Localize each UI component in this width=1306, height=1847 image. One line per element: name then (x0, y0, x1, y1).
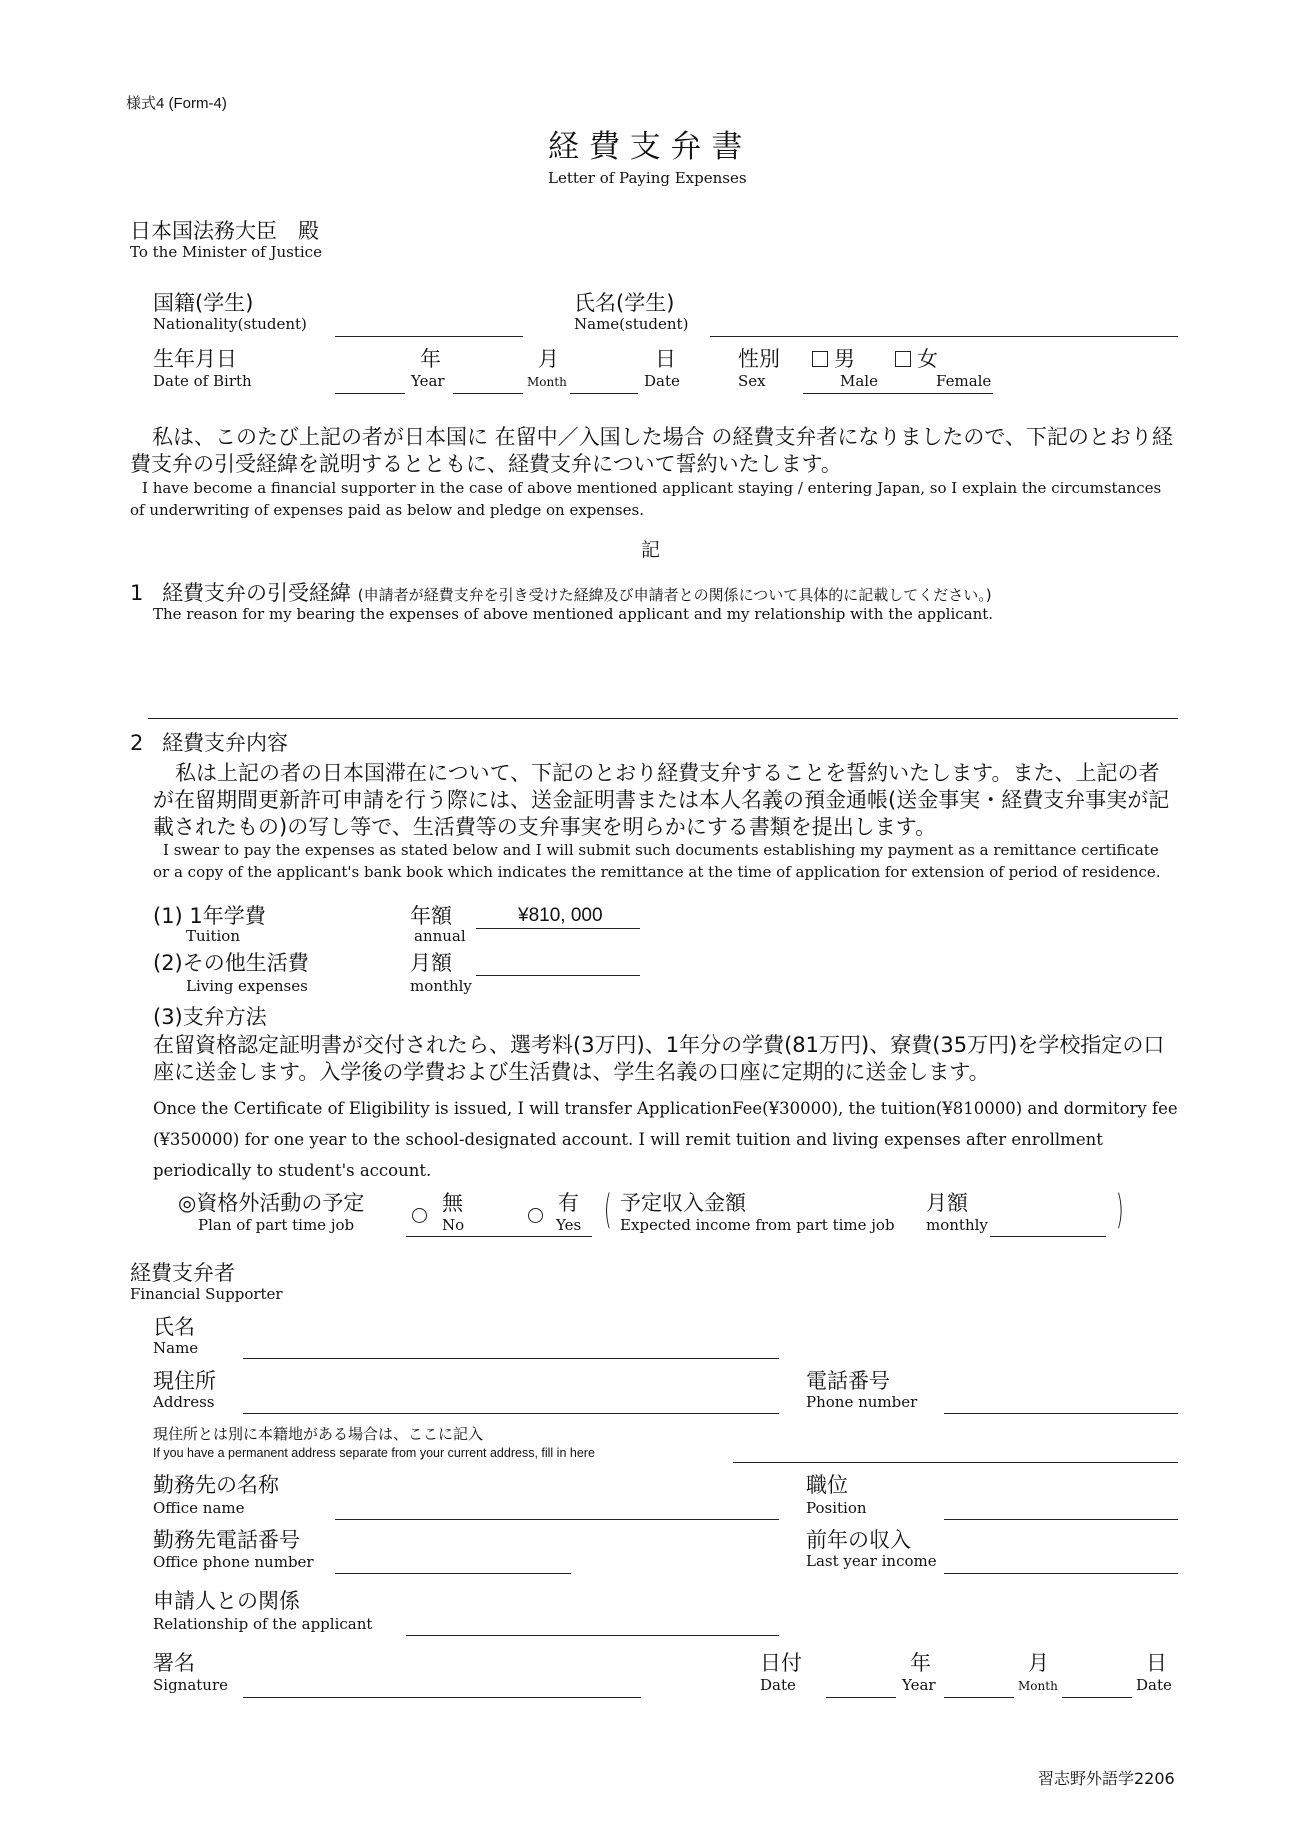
section2-body-en: I swear to pay the expenses as stated below and I will submit such documents establishing my payment as a remittance certificate or a copy of the applicant's bank book which indicates the remittance at the time of application for extension of period of residence. (153, 841, 1161, 881)
dob-month-label-en: Month (527, 375, 567, 389)
sign-day-field[interactable] (1062, 1697, 1132, 1698)
checkbox-icon[interactable] (812, 351, 828, 367)
living-label: (2)その他生活費 (153, 951, 309, 975)
nationality-label-en: Nationality(student) (153, 315, 307, 333)
signature-label: 署名 (153, 1651, 195, 1675)
expected-income-label-en: Expected income from part time job (620, 1216, 895, 1234)
female-option[interactable] (895, 348, 938, 371)
annual-label-en: annual (414, 927, 466, 945)
section1-field[interactable] (148, 718, 1178, 719)
male-option[interactable] (812, 348, 855, 371)
office-name-label-en: Office name (153, 1499, 245, 1517)
ki-label: 記 (641, 539, 661, 561)
addressee: 日本国法務大臣 殿 (130, 219, 319, 243)
footer-code: 習志野外語学2206 (1038, 1769, 1175, 1788)
section2-title: 経費支弁内容 (162, 731, 289, 755)
dob-day-field[interactable] (570, 393, 638, 394)
dob-label: 生年月日 (153, 347, 237, 371)
male-label: 男 (834, 347, 855, 371)
right-bracket: ) (1115, 1187, 1124, 1233)
no-label-en: No (442, 1216, 465, 1234)
tuition-amount[interactable]: ¥810, 000 (518, 905, 603, 926)
left-bracket: ( (603, 1187, 612, 1233)
parttime-label-en: Plan of part time job (198, 1216, 355, 1234)
position-label-en: Position (806, 1499, 867, 1517)
section1-heading (130, 582, 992, 605)
section1-note: (申請者が経費支弁を引き受けた経緯及び申請者との関係について具体的に記載してください。) (357, 586, 992, 604)
permanent-address-field[interactable] (733, 1462, 1178, 1463)
dob-year-label: 年 (420, 347, 441, 371)
sex-underline (803, 393, 993, 394)
office-phone-label-en: Office phone number (153, 1553, 314, 1571)
dob-year-field[interactable] (335, 393, 405, 394)
address-field[interactable] (243, 1413, 779, 1414)
method-body-en: Once the Certificate of Eligibility is issued, I will transfer ApplicationFee(¥30000), the tuition(¥810000) and dormitory fee (¥350000) for one year to the school-designated account. I will remit tuition and living expenses after enrollment periodically to student's account. (153, 1099, 1178, 1180)
living-expenses-field[interactable] (476, 975, 640, 976)
section2-heading (130, 732, 288, 755)
method-label: (3)支弁方法 (153, 1005, 267, 1029)
position-field[interactable] (944, 1519, 1178, 1520)
office-name-field[interactable] (335, 1519, 779, 1520)
section1-title-en: The reason for my bearing the expenses of above mentioned applicant and my relationship with the applicant. (153, 605, 994, 623)
tuition-field-line (476, 928, 640, 929)
section1-number: 1 (130, 581, 144, 605)
nationality-field[interactable] (335, 336, 523, 337)
sign-month-label: 月 (1028, 1651, 1049, 1675)
sex-label-en: Sex (738, 372, 766, 390)
signature-label-en: Signature (153, 1676, 229, 1694)
sign-year-label: 年 (910, 1651, 931, 1675)
dob-day-label: 日 (655, 347, 676, 371)
supporter-name-label-en: Name (153, 1339, 199, 1357)
office-name-label: 勤務先の名称 (153, 1473, 279, 1497)
income-label-en: Last year income (806, 1552, 937, 1570)
office-phone-field[interactable] (335, 1573, 571, 1574)
phone-label: 電話番号 (806, 1369, 890, 1393)
supporter-heading: 経費支弁者 (130, 1261, 235, 1285)
document-title: 経 費 支 弁 書 (548, 129, 743, 165)
parttime-label: ◎資格外活動の予定 (178, 1191, 365, 1215)
supporter-heading-en: Financial Supporter (130, 1285, 283, 1303)
income-label: 前年の収入 (806, 1528, 911, 1552)
document-title-en: Letter of Paying Expenses (548, 169, 747, 187)
male-label-en: Male (840, 372, 878, 390)
date-label: 日付 (760, 1651, 802, 1675)
intro-text: 私は、このたび上記の者が日本国に 在留中／入国した場合 の経費支弁者になりましたので、下記のとおり経費支弁の引受経緯を説明するとともに、経費支弁について誓約いたします。 (130, 425, 1173, 476)
addressee-en: To the Minister of Justice (130, 243, 322, 261)
relationship-label-en: Relationship of the applicant (153, 1615, 373, 1633)
section1-title: 経費支弁の引受経緯 (162, 581, 352, 605)
sign-year-field[interactable] (826, 1697, 896, 1698)
dob-year-label-en: Year (411, 372, 445, 390)
expected-monthly-label-en: monthly (926, 1216, 988, 1234)
sex-label: 性別 (738, 347, 780, 371)
nationality-label: 国籍(学生) (153, 291, 254, 315)
sign-day-label-en: Date (1136, 1676, 1172, 1694)
expected-income-label: 予定収入金額 (620, 1191, 746, 1215)
method-body: 在留資格認定証明書が交付されたら、選考料(3万円)、1年分の学費(81万円)、寮費(35万円)を学校指定の口座に送金します。入学後の学費および生活費は、学生名義の口座に定期的に送金します。 (153, 1033, 1165, 1084)
permanent-address-label: 現住所とは別に本籍地がある場合は、ここに記入 (153, 1425, 484, 1443)
tuition-label: (1) 1年学費 (153, 904, 266, 928)
permanent-address-label-en: If you have a permanent address separate from your current address, fill in here (153, 1446, 595, 1460)
monthly-label-en: monthly (410, 977, 472, 995)
student-name-label-en: Name(student) (574, 315, 689, 333)
dob-month-field[interactable] (453, 393, 523, 394)
income-field[interactable] (944, 1573, 1178, 1574)
female-label: 女 (917, 347, 938, 371)
date-label-en: Date (760, 1676, 796, 1694)
student-name-label: 氏名(学生) (574, 291, 675, 315)
expected-income-field[interactable] (990, 1236, 1106, 1237)
signature-field[interactable] (243, 1697, 641, 1698)
position-label: 職位 (806, 1473, 848, 1497)
dob-day-label-en: Date (644, 372, 680, 390)
yes-label-en: Yes (556, 1216, 582, 1234)
supporter-name-label: 氏名 (153, 1315, 195, 1339)
sign-month-label-en: Month (1018, 1679, 1058, 1693)
form-number: 様式4 (Form-4) (126, 95, 227, 112)
checkbox-icon[interactable] (895, 351, 911, 367)
sign-month-field[interactable] (944, 1697, 1014, 1698)
female-label-en: Female (936, 372, 992, 390)
dob-month-label: 月 (538, 347, 559, 371)
intro-text-en: I have become a financial supporter in the case of above mentioned applicant staying / entering Japan, so I explain the circumstances of underwriting of expenses paid as below and pledge on expenses. (130, 479, 1162, 519)
address-label: 現住所 (153, 1369, 216, 1393)
sign-year-label-en: Year (902, 1676, 936, 1694)
no-radio[interactable] (412, 1208, 427, 1223)
yes-radio[interactable] (528, 1208, 543, 1223)
supporter-name-field[interactable] (243, 1358, 779, 1359)
annual-label: 年額 (410, 904, 452, 928)
sign-day-label: 日 (1146, 1651, 1167, 1675)
monthly-label: 月額 (410, 951, 452, 975)
tuition-label-en: Tuition (186, 927, 240, 945)
section2-body: 私は上記の者の日本国滞在について、下記のとおり経費支弁することを誓約いたします。また、上記の者が在留期間更新許可申請を行う際には、送金証明書または本人名義の預金通帳(送金事実・経費支弁事実が記載されたもの)の写し等で、生活費等の支弁事実を明らかにする書類を提出します。 (153, 761, 1170, 839)
parttime-underline (406, 1236, 592, 1237)
student-name-field[interactable] (710, 336, 1178, 337)
expected-monthly-label: 月額 (926, 1191, 968, 1215)
relationship-field[interactable] (406, 1635, 779, 1636)
no-label: 無 (442, 1191, 463, 1215)
address-label-en: Address (153, 1393, 215, 1411)
dob-label-en: Date of Birth (153, 372, 252, 390)
relationship-label: 申請人との関係 (153, 1589, 300, 1613)
yes-label: 有 (558, 1191, 579, 1215)
office-phone-label: 勤務先電話番号 (153, 1528, 300, 1552)
section2-number: 2 (130, 731, 144, 755)
phone-label-en: Phone number (806, 1393, 918, 1411)
living-label-en: Living expenses (186, 977, 308, 995)
phone-field[interactable] (944, 1413, 1178, 1414)
